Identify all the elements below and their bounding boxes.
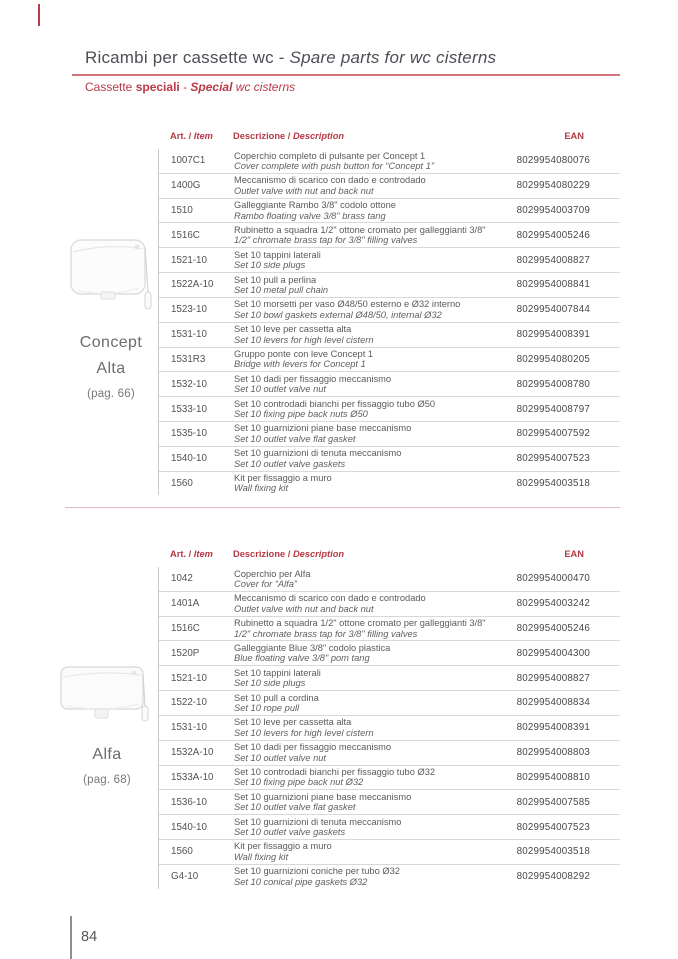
table-row [159,790,620,815]
table-row [159,199,620,224]
description-cell [234,250,510,271]
table-row [159,372,620,397]
table-row [159,223,620,248]
table-row [159,348,620,373]
article-code: 1535-10 [171,428,207,440]
description-cell [234,767,510,788]
article-code: 1522-10 [171,697,207,709]
description-english: Cover complete with push button for “Concept 1” [234,160,434,171]
page-title: Ricambi per cassette wc - Spare parts for wc cisterns [85,48,497,67]
description-english: Wall fixing kit [234,851,289,862]
description-english: 1/2" chromate brass tap for 3/8" filling valves [234,628,418,639]
description-english: Set 10 outlet valve gaskets [234,827,346,838]
ean-code: 8029954007523 [516,821,590,833]
ean-code: 8029954008803 [516,747,590,759]
ean-code: 8029954008827 [516,672,590,684]
article-code: 1007C1 [171,155,206,167]
table-row [159,815,620,840]
description-italian: Meccanismo di scarico con dado e controdado [234,175,426,186]
description-italian: Set 10 leve per cassetta alta [234,717,352,728]
description-cell [234,618,510,639]
product-concept-alta [52,234,170,400]
description-cell [234,473,510,494]
table-row [159,447,620,472]
description-cell [234,742,510,763]
table-row [159,422,620,447]
table-header [158,130,620,142]
column-header-ean: EAN [564,549,584,559]
description-cell [234,349,510,370]
ean-code: 8029954003242 [516,598,590,610]
article-code: 1401A [171,598,200,610]
article-code: 1516C [171,229,200,241]
article-code: 1532-10 [171,378,207,390]
table-row [159,865,620,889]
table-row [159,716,620,741]
column-header-description: Descrizione / Description [233,131,345,141]
article-code: 1400G [171,180,201,192]
description-english: Set 10 side plugs [234,678,306,689]
ean-code: 8029954007592 [516,428,590,440]
description-cell [234,717,510,738]
description-english: Set 10 levers for high level cistern [234,334,374,345]
description-italian: Rubinetto a squadra 1/2" ottone cromato per galleggianti 3/8" [234,224,486,235]
ean-code: 8029954003518 [516,477,590,489]
ean-code: 8029954008391 [516,722,590,734]
ean-code: 8029954008780 [516,378,590,390]
table-row [159,741,620,766]
description-italian: Rubinetto a squadra 1/2" ottone cromato per galleggianti 3/8" [234,618,486,629]
ean-code: 8029954000470 [516,573,590,585]
ean-code: 8029954008834 [516,697,590,709]
table-row [159,397,620,422]
table-header [158,548,620,560]
description-english: Set 10 fixing pipe back nuts Ø50 [234,409,368,420]
article-code: 1531R3 [171,353,206,365]
article-code: 1540-10 [171,453,207,465]
ean-code: 8029954004300 [516,647,590,659]
ean-code: 8029954003709 [516,205,590,217]
description-italian: Set 10 dadi per fissaggio meccanismo [234,373,392,384]
table-row [159,248,620,273]
table-row [159,766,620,791]
description-italian: Set 10 guarnizioni piane base meccanismo [234,791,412,802]
ean-code: 8029954003518 [516,846,590,858]
description-english: Set 10 fixing pipe back nut Ø32 [234,777,364,788]
ean-code: 8029954008810 [516,771,590,783]
description-cell [234,448,510,469]
article-code: 1042 [171,573,193,585]
description-cell [234,866,510,887]
description-italian: Meccanismo di scarico con dado e controdado [234,593,426,604]
table-row [159,298,620,323]
description-italian: Set 10 controdadi bianchi per fissaggio tubo Ø32 [234,767,436,777]
description-italian: Coperchio per Alfa [234,568,311,579]
description-italian: Galleggiante Blue 3/8" codolo plastica [234,642,391,653]
article-code: 1560 [171,477,193,489]
description-english: Set 10 metal pull chain [234,284,329,295]
page-number: 84 [81,929,98,945]
description-italian: Kit per fissaggio a muro [234,841,332,852]
description-english: Cover for “Alfa” [234,578,298,589]
table-row [159,666,620,691]
description-cell [234,175,510,196]
table-row [159,567,620,592]
article-code: 1560 [171,846,193,858]
description-english: Set 10 outlet valve nut [234,752,326,763]
table-row [159,592,620,617]
page-subtitle: Cassette speciali - Special wc cisterns [85,80,296,94]
product-page-ref: (pag. 66) [87,388,135,400]
product-name: Alfa [92,746,122,763]
article-code: 1522A-10 [171,279,214,291]
description-italian: Set 10 controdadi bianchi per fissaggio tubo Ø50 [234,398,436,409]
table-row [159,691,620,716]
description-italian: Set 10 leve per cassetta alta [234,324,352,335]
description-cell [234,817,510,838]
article-code: 1510 [171,205,193,217]
article-code: 1533A-10 [171,771,214,783]
description-cell [234,693,510,714]
table-row [159,617,620,642]
description-italian: Set 10 guarnizioni di tenuta meccanismo [234,816,402,827]
description-english: Wall fixing kit [234,483,289,494]
table-row [159,641,620,666]
description-italian: Coperchio completo di pulsante per Concept 1 [234,150,426,161]
parts-table-alfa [158,548,620,889]
article-code: 1516C [171,623,200,635]
description-cell [234,643,510,664]
table-body [158,149,620,495]
ean-code: 8029954080205 [516,353,590,365]
description-english: Set 10 outlet valve nut [234,384,326,395]
ean-code: 8029954008797 [516,403,590,415]
description-cell [234,200,510,221]
column-header-art: Art. / Item [170,131,213,141]
description-english: Rambo floating valve 3/8" brass tang [234,210,386,221]
description-english: Set 10 outlet valve gaskets [234,458,346,469]
description-cell [234,225,510,246]
parts-table-concept-alta [158,130,620,495]
description-cell [234,593,510,614]
description-italian: Set 10 guarnizioni coniche per tubo Ø32 [234,866,400,877]
article-code: 1531-10 [171,329,207,341]
page-corner-mark [38,4,40,26]
concept-alta-product-image [61,234,161,316]
section-divider [65,507,620,508]
alfa-product-image [55,662,159,728]
ean-code: 8029954007585 [516,796,590,808]
article-code: 1521-10 [171,254,207,266]
ean-code: 8029954007844 [516,304,590,316]
description-cell [234,299,510,320]
article-code: 1531-10 [171,722,207,734]
description-cell [234,841,510,862]
ean-code: 8029954008827 [516,254,590,266]
description-italian: Set 10 pull a perlina [234,274,317,285]
description-italian: Set 10 guarnizioni piane base meccanismo [234,423,412,434]
description-italian: Set 10 tappini laterali [234,667,321,678]
title-underline [72,74,620,76]
article-code: 1540-10 [171,821,207,833]
column-header-art: Art. / Item [170,549,213,559]
description-italian: Set 10 tappini laterali [234,249,321,260]
description-cell [234,792,510,813]
description-cell [234,374,510,395]
description-cell [234,668,510,689]
description-english: Outlet valve with nut and back nut [234,603,374,614]
footer-rule [70,916,72,959]
description-english: Set 10 conical pipe gaskets Ø32 [234,876,368,887]
table-row [159,149,620,174]
page-title-english: Spare parts for wc cisterns [289,48,497,67]
description-english: Outlet valve with nut and back nut [234,185,374,196]
ean-code: 8029954080229 [516,180,590,192]
description-italian: Galleggiante Rambo 3/8" codolo ottone [234,200,396,211]
description-english: 1/2" chromate brass tap for 3/8" filling valves [234,235,418,246]
description-english: Set 10 rope pull [234,702,300,713]
description-english: Bridge with levers for Concept 1 [234,359,366,370]
article-code: 1532A-10 [171,747,214,759]
article-code: 1536-10 [171,796,207,808]
description-english: Set 10 outlet valve flat gasket [234,433,356,444]
description-english: Blue floating valve 3/8" pom tang [234,653,370,664]
product-name: Concept Alta [79,334,143,377]
article-code: 1521-10 [171,672,207,684]
description-cell [234,275,510,296]
article-code: 1520P [171,647,200,659]
ean-code: 8029954008391 [516,329,590,341]
article-code: 1533-10 [171,403,207,415]
description-italian: Kit per fissaggio a muro [234,473,332,484]
ean-code: 8029954005246 [516,623,590,635]
table-row [159,323,620,348]
description-english: Set 10 outlet valve flat gasket [234,802,356,813]
page-title-italian: Ricambi per cassette wc [85,48,274,67]
ean-code: 8029954005246 [516,229,590,241]
product-page-ref: (pag. 68) [83,774,131,786]
description-italian: Set 10 morsetti per vaso Ø48/50 esterno e Ø32 interno [234,299,461,310]
ean-code: 8029954080076 [516,155,590,167]
product-alfa [48,662,166,786]
description-italian: Set 10 pull a cordina [234,692,319,703]
article-code: G4-10 [171,871,199,883]
description-english: Set 10 bowl gaskets external Ø48/50, internal Ø32 [234,309,442,320]
description-cell [234,569,510,590]
description-english: Set 10 levers for high level cistern [234,727,374,738]
description-italian: Set 10 guarnizioni di tenuta meccanismo [234,448,402,459]
article-code: 1523-10 [171,304,207,316]
table-row [159,840,620,865]
table-row [159,472,620,496]
description-cell [234,151,510,172]
ean-code: 8029954007523 [516,453,590,465]
table-row [159,273,620,298]
table-row [159,174,620,199]
ean-code: 8029954008292 [516,871,590,883]
description-cell [234,399,510,420]
ean-code: 8029954008841 [516,279,590,291]
description-cell [234,324,510,345]
description-cell [234,423,510,444]
column-header-ean: EAN [564,131,584,141]
table-body [158,567,620,889]
column-header-description: Descrizione / Description [233,549,345,559]
description-english: Set 10 side plugs [234,260,306,271]
description-italian: Gruppo ponte con leve Concept 1 [234,349,374,359]
description-italian: Set 10 dadi per fissaggio meccanismo [234,742,392,753]
